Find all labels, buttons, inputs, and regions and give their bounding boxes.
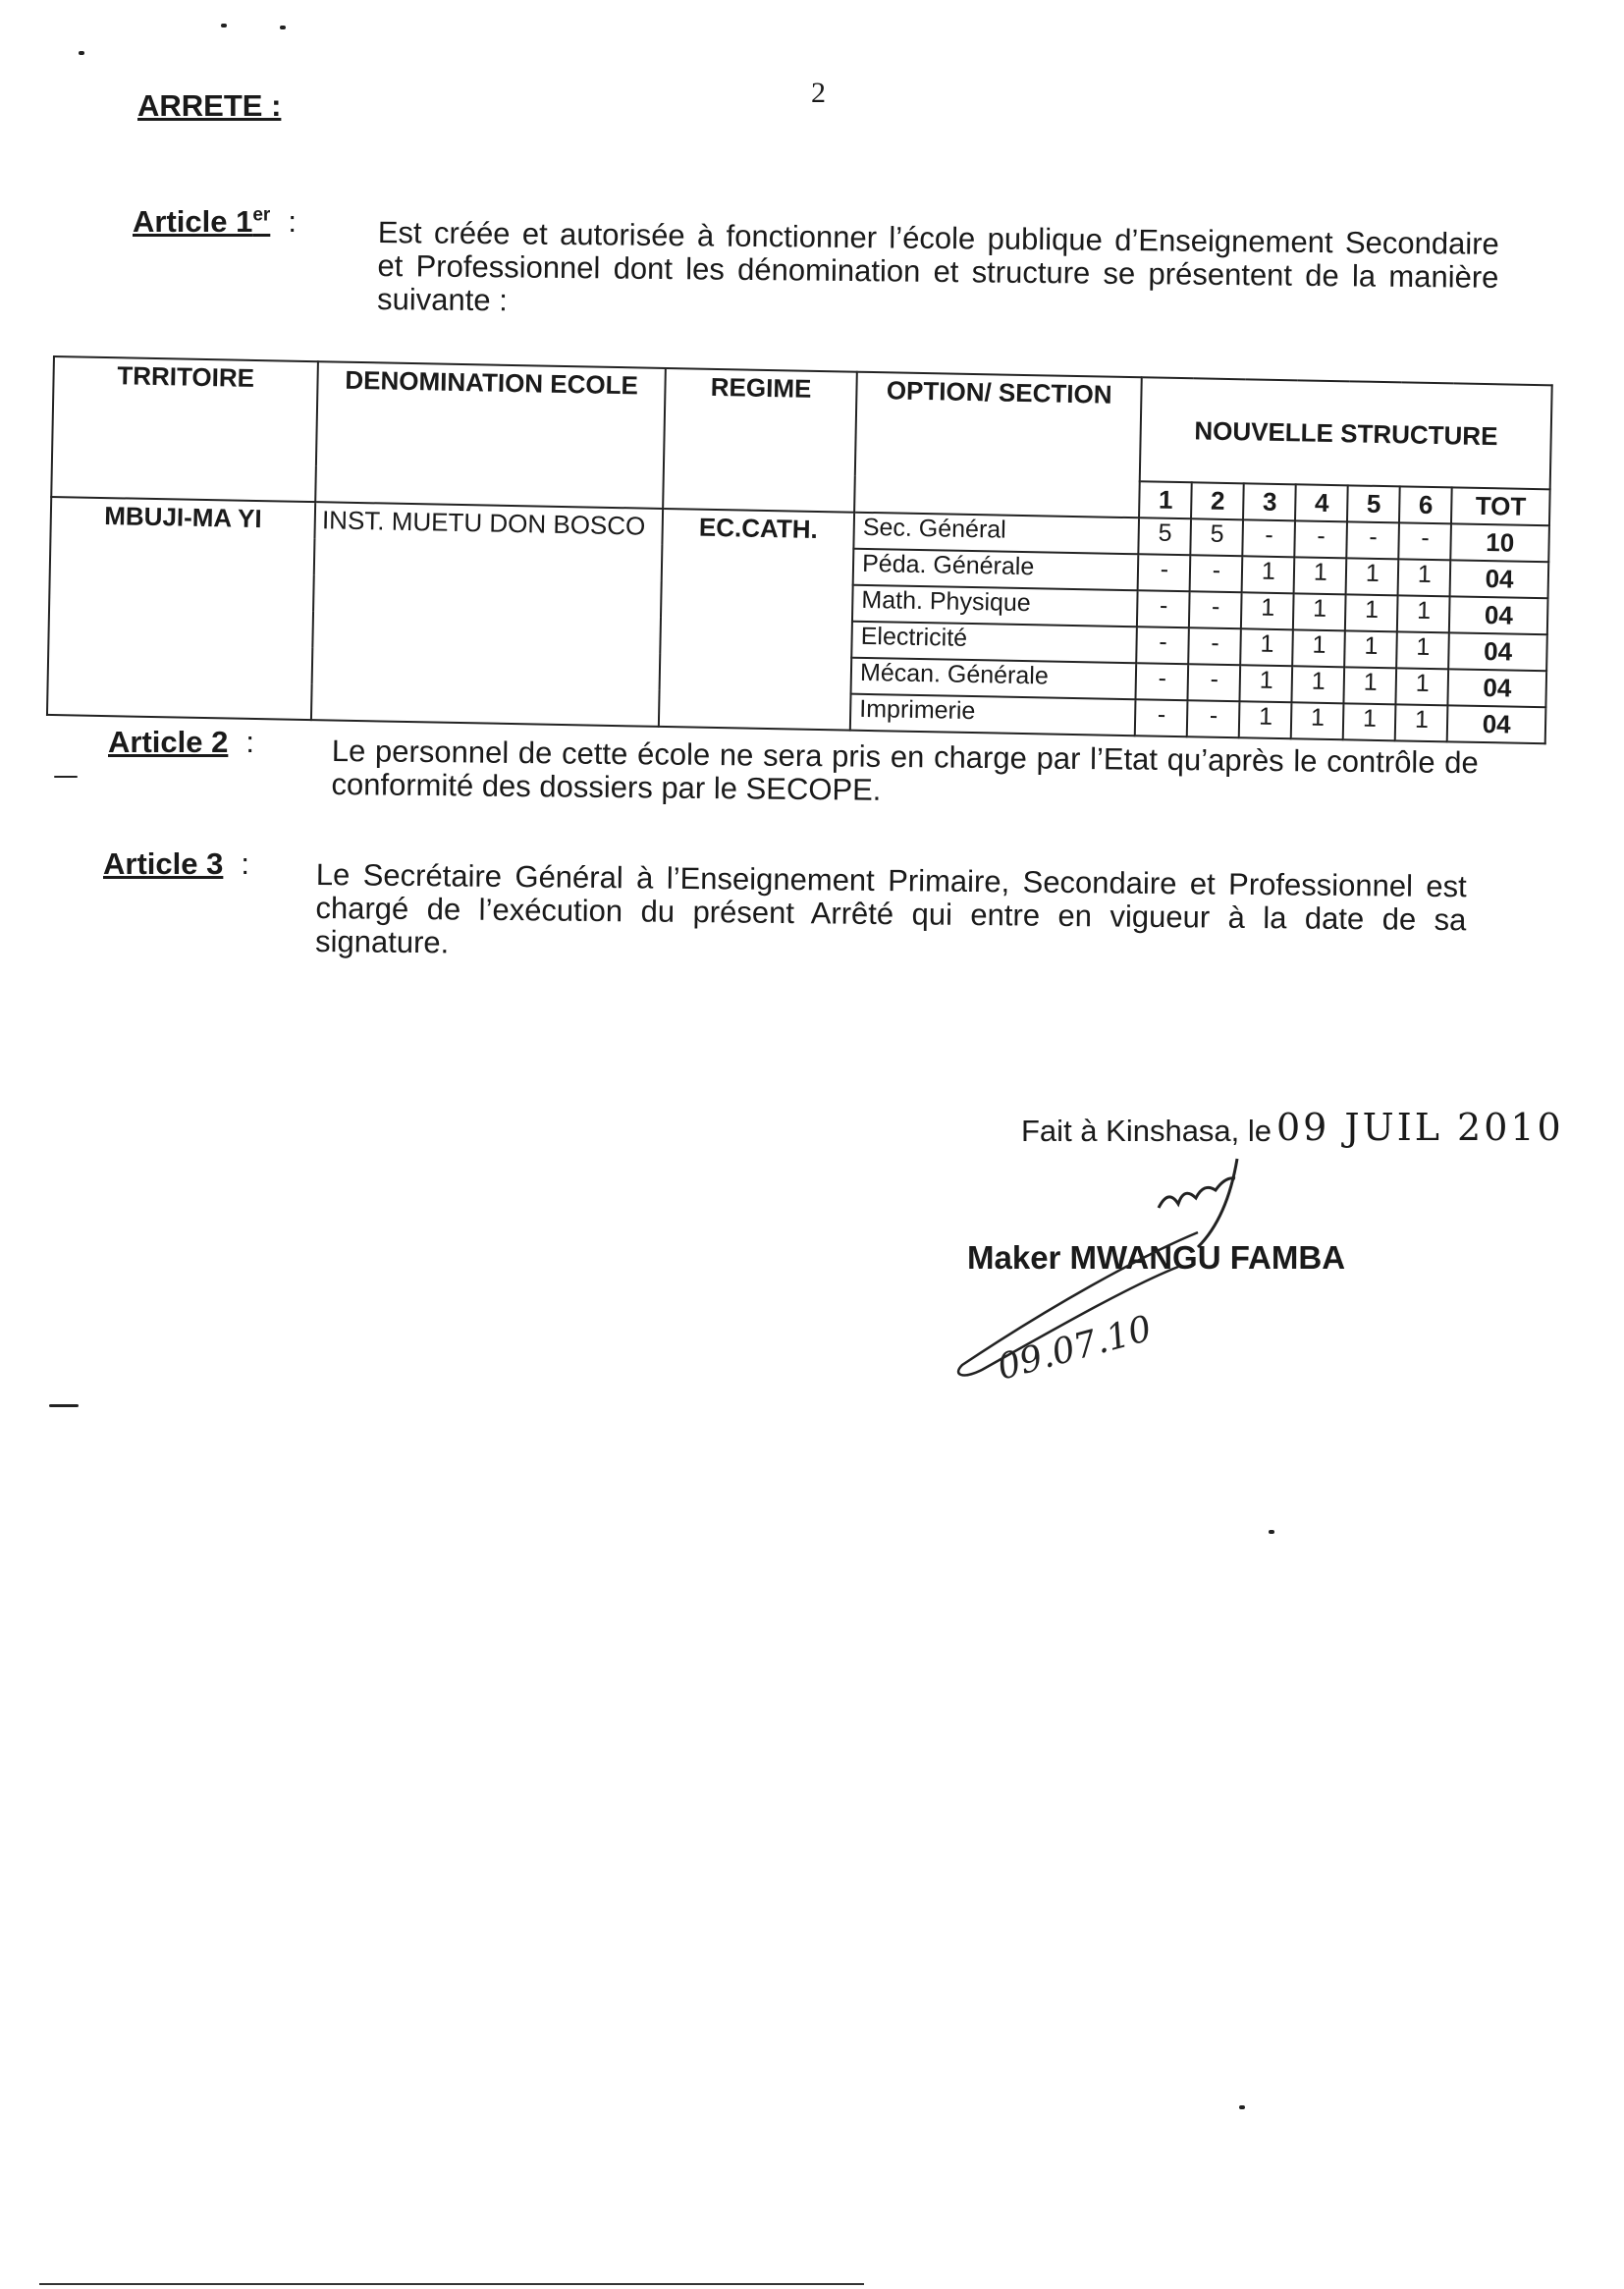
bottom-rule: [39, 2283, 864, 2285]
year-count-cell: 1: [1242, 556, 1295, 593]
scan-speck: [1239, 2105, 1245, 2109]
article-2-title: Article 2: [108, 725, 229, 759]
year-count-cell: -: [1189, 591, 1242, 628]
year-count-cell: 1: [1343, 703, 1396, 740]
scan-speck: [49, 1404, 79, 1407]
header-territoire: TRRITOIRE: [51, 356, 318, 502]
article-3-label: Article 3 :: [103, 846, 249, 881]
territoire-cell: MBUJI-MA YI: [47, 497, 315, 720]
header-col-2: 2: [1191, 482, 1244, 519]
article-3-text: Le Secrétaire Général à l’Enseignement Primaire, Secondaire et Professionnel est chargé de l’exécution du présent Arrêté qui entre en vigueur à la date de sa signature.: [314, 857, 1467, 960]
year-count-cell: 5: [1139, 518, 1192, 555]
option-cell: Electricité: [851, 622, 1137, 664]
option-cell: Math. Physique: [852, 585, 1138, 627]
year-count-cell: -: [1137, 590, 1190, 627]
year-count-cell: -: [1188, 664, 1241, 701]
scan-speck: [221, 24, 227, 27]
article-1-title: Article 1: [133, 204, 253, 239]
year-count-cell: -: [1135, 699, 1188, 736]
year-count-cell: 1: [1344, 667, 1397, 704]
year-count-cell: -: [1295, 520, 1348, 558]
year-count-cell: -: [1136, 663, 1189, 700]
year-count-cell: 1: [1397, 595, 1450, 632]
year-count-cell: -: [1243, 519, 1296, 557]
header-structure: NOUVELLE STRUCTURE: [1140, 377, 1552, 489]
header-col-tot: TOT: [1451, 487, 1549, 525]
year-count-cell: -: [1190, 555, 1243, 592]
year-count-cell: 1: [1397, 631, 1450, 669]
decree-heading: ARRETE :: [137, 88, 282, 123]
header-col-6: 6: [1399, 486, 1452, 523]
header-col-5: 5: [1347, 485, 1400, 522]
table-header-row: [52, 356, 1552, 489]
handwritten-signature: [943, 1139, 1355, 1414]
year-count-cell: 1: [1241, 592, 1294, 629]
total-cell: 04: [1447, 705, 1545, 743]
option-cell: Sec. Général: [853, 513, 1139, 555]
article-2-label: Article 2 :: [108, 725, 254, 759]
year-count-cell: 1: [1241, 628, 1294, 666]
article-2-text: Le personnel de cette école ne sera pris en charge par l’Etat qu’après le contrôle de conformité des dossiers par le SECOPE.: [331, 734, 1479, 807]
header-col-1: 1: [1139, 481, 1192, 518]
regime-cell: EC.CATH.: [659, 509, 854, 731]
article-1-suffix: er: [252, 204, 271, 226]
total-cell: 04: [1449, 596, 1547, 634]
year-count-cell: 1: [1293, 629, 1346, 667]
place-and-date: Fait à Kinshasa, le: [1021, 1114, 1272, 1148]
year-count-cell: 1: [1239, 701, 1292, 738]
header-col-4: 4: [1295, 484, 1348, 521]
scan-speck: [54, 776, 78, 778]
scan-speck: [79, 51, 84, 55]
total-cell: 04: [1450, 560, 1548, 598]
year-count-cell: 1: [1240, 665, 1293, 702]
year-count-cell: 5: [1191, 518, 1244, 556]
signatory-name: Maker MWANGU FAMBA: [967, 1239, 1346, 1276]
scan-speck: [1269, 1530, 1274, 1534]
year-count-cell: 1: [1395, 704, 1448, 741]
year-count-cell: 1: [1345, 594, 1398, 631]
year-count-cell: 1: [1345, 630, 1398, 668]
article-1-label: Article 1er :: [133, 204, 297, 239]
article-3-title: Article 3: [103, 846, 224, 881]
year-count-cell: -: [1138, 554, 1191, 591]
option-cell: Péda. Générale: [853, 549, 1139, 591]
year-count-cell: 1: [1293, 593, 1346, 630]
scan-speck: [280, 26, 286, 29]
header-regime: REGIME: [663, 368, 857, 513]
year-count-cell: 1: [1398, 559, 1451, 596]
article-1-text: Est créée et autorisée à fonctionner l’école publique d’Enseignement Secondaire et Professionnel dont les dénomination et structure se présentent de la manière suivante :: [376, 215, 1499, 318]
year-count-cell: -: [1187, 700, 1240, 737]
year-count-cell: 1: [1346, 558, 1399, 595]
year-count-cell: -: [1189, 627, 1242, 665]
handwritten-date: 09.07.10: [993, 1308, 1157, 1389]
header-denomination: DENOMINATION ECOLE: [315, 361, 666, 509]
school-structure-table: [46, 355, 1553, 744]
date-stamp: 09 JUIL 2010: [1276, 1106, 1564, 1149]
option-cell: Mécan. Générale: [851, 658, 1137, 700]
year-count-cell: -: [1137, 627, 1190, 664]
header-col-3: 3: [1243, 483, 1296, 520]
year-count-cell: -: [1399, 522, 1452, 560]
year-count-cell: 1: [1291, 702, 1344, 739]
option-cell: Imprimerie: [850, 694, 1136, 736]
total-cell: 04: [1448, 669, 1546, 707]
total-cell: 10: [1451, 523, 1549, 562]
header-option: OPTION/ SECTION: [854, 372, 1142, 518]
total-cell: 04: [1448, 632, 1546, 671]
page-number: 2: [811, 77, 826, 109]
year-count-cell: -: [1347, 521, 1400, 559]
school-name-cell: INST. MUETU DON BOSCO: [311, 502, 663, 727]
year-count-cell: 1: [1396, 668, 1449, 705]
year-count-cell: 1: [1294, 557, 1347, 594]
year-count-cell: 1: [1292, 666, 1345, 703]
